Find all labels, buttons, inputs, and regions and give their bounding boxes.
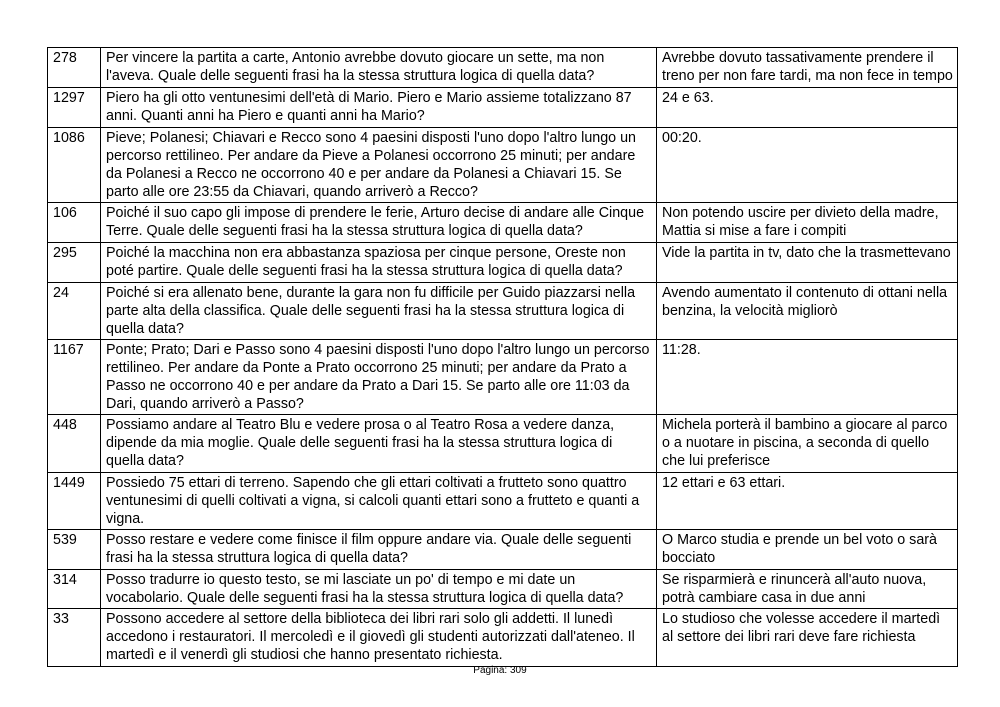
question-text: Poiché la macchina non era abbastanza spaziosa per cinque persone, Oreste non poté partire. Quale delle seguenti frasi ha la stessa struttura logica di quella data? [101,242,657,282]
question-text: Possono accedere al settore della biblioteca dei libri rari solo gli addetti. Il lunedì accedono i restauratori. Il mercoledì e il giovedì gli studenti autorizzati dall'ateneo. Il martedì e il venerdì gli studiosi che hanno presentato richiesta. [101,608,657,666]
table-row [48,48,958,88]
answer-text: Lo studioso che volesse accedere il martedì al settore dei libri rari deve fare richiesta [657,608,958,666]
answer-text: 00:20. [657,128,958,203]
table-row [48,128,958,203]
table-row [48,339,958,414]
question-text: Per vincere la partita a carte, Antonio avrebbe dovuto giocare un sette, ma non l'aveva. Quale delle seguenti frasi ha la stessa struttura logica di quella data? [101,48,657,88]
answer-text: Michela porterà il bambino a giocare al parco o a nuotare in piscina, a seconda di quello che lui preferisce [657,415,958,472]
question-id: 1086 [48,128,101,203]
answer-text: 12 ettari e 63 ettari. [657,472,958,529]
question-id: 24 [48,282,101,339]
answer-text: Se risparmierà e rinuncerà all'auto nuova, potrà cambiare casa in due anni [657,569,958,608]
answer-text: 24 e 63. [657,88,958,128]
question-id: 314 [48,569,101,608]
question-id: 33 [48,608,101,666]
question-text: Posso restare e vedere come finisce il film oppure andare via. Quale delle seguenti frasi ha la stessa struttura logica di quella data? [101,529,657,569]
answer-text: O Marco studia e prende un bel voto o sarà bocciato [657,529,958,569]
answer-text: 11:28. [657,339,958,414]
table-row [48,472,958,529]
question-text: Possiamo andare al Teatro Blu e vedere prosa o al Teatro Rosa a vedere danza, dipende da mia moglie. Quale delle seguenti frasi ha la stessa struttura logica di quella data? [101,415,657,472]
question-id: 1167 [48,339,101,414]
table-row [48,282,958,339]
answer-text: Non potendo uscire per divieto della madre, Mattia si mise a fare i compiti [657,203,958,242]
question-text: Pieve; Polanesi; Chiavari e Recco sono 4 paesini disposti l'uno dopo l'altro lungo un percorso rettilineo. Per andare da Pieve a Polanesi occorrono 25 minuti; per andare da Polanesi a Recco ne occorrono 40 e per andare da Polanesi a Chiavari 15. Se parto alle ore 23:55 da Chiavari, quando arriverò a Recco? [101,128,657,203]
question-id: 1297 [48,88,101,128]
table-row [48,88,958,128]
question-id: 539 [48,529,101,569]
table-row [48,529,958,569]
question-text: Posso tradurre io questo testo, se mi lasciate un po' di tempo e mi date un vocabolario. Quale delle seguenti frasi ha la stessa struttura logica di quella data? [101,569,657,608]
answer-text: Avrebbe dovuto tassativamente prendere il treno per non fare tardi, ma non fece in tempo [657,48,958,88]
table-row [48,415,958,472]
table-row [48,203,958,242]
question-text: Poiché si era allenato bene, durante la gara non fu difficile per Guido piazzarsi nella parte alta della classifica. Quale delle seguenti frasi ha la stessa struttura logica di quella data? [101,282,657,339]
page-number: Pagina: 309 [473,665,527,676]
question-text: Possiedo 75 ettari di terreno. Sapendo che gli ettari coltivati a frutteto sono quattro ventunesimi di quelli coltivati a vigna, si calcoli quanti ettari sono a frutteto e quanti a vigna. [101,472,657,529]
questions-table-body [48,48,958,667]
question-text: Poiché il suo capo gli impose di prendere le ferie, Arturo decise di andare alle Cinque Terre. Quale delle seguenti frasi ha la stessa struttura logica di quella data? [101,203,657,242]
table-row [48,569,958,608]
question-id: 1449 [48,472,101,529]
question-id: 448 [48,415,101,472]
question-text: Ponte; Prato; Dari e Passo sono 4 paesini disposti l'uno dopo l'altro lungo un percorso rettilineo. Per andare da Ponte a Prato occorrono 25 minuti; per andare da Prato a Passo ne occorrono 40 e per andare da Prato a Dari 15. Se parto alle ore 11:03 da Dari, quando arriverò a Passo? [101,339,657,414]
table-row [48,608,958,666]
question-id: 278 [48,48,101,88]
questions-table [47,47,958,667]
question-id: 106 [48,203,101,242]
table-row [48,242,958,282]
answer-text: Avendo aumentato il contenuto di ottani nella benzina, la velocità migliorò [657,282,958,339]
question-id: 295 [48,242,101,282]
question-text: Piero ha gli otto ventunesimi dell'età di Mario. Piero e Mario assieme totalizzano 87 anni. Quanti anni ha Piero e quanti anni ha Mario? [101,88,657,128]
answer-text: Vide la partita in tv, dato che la trasmettevano [657,242,958,282]
